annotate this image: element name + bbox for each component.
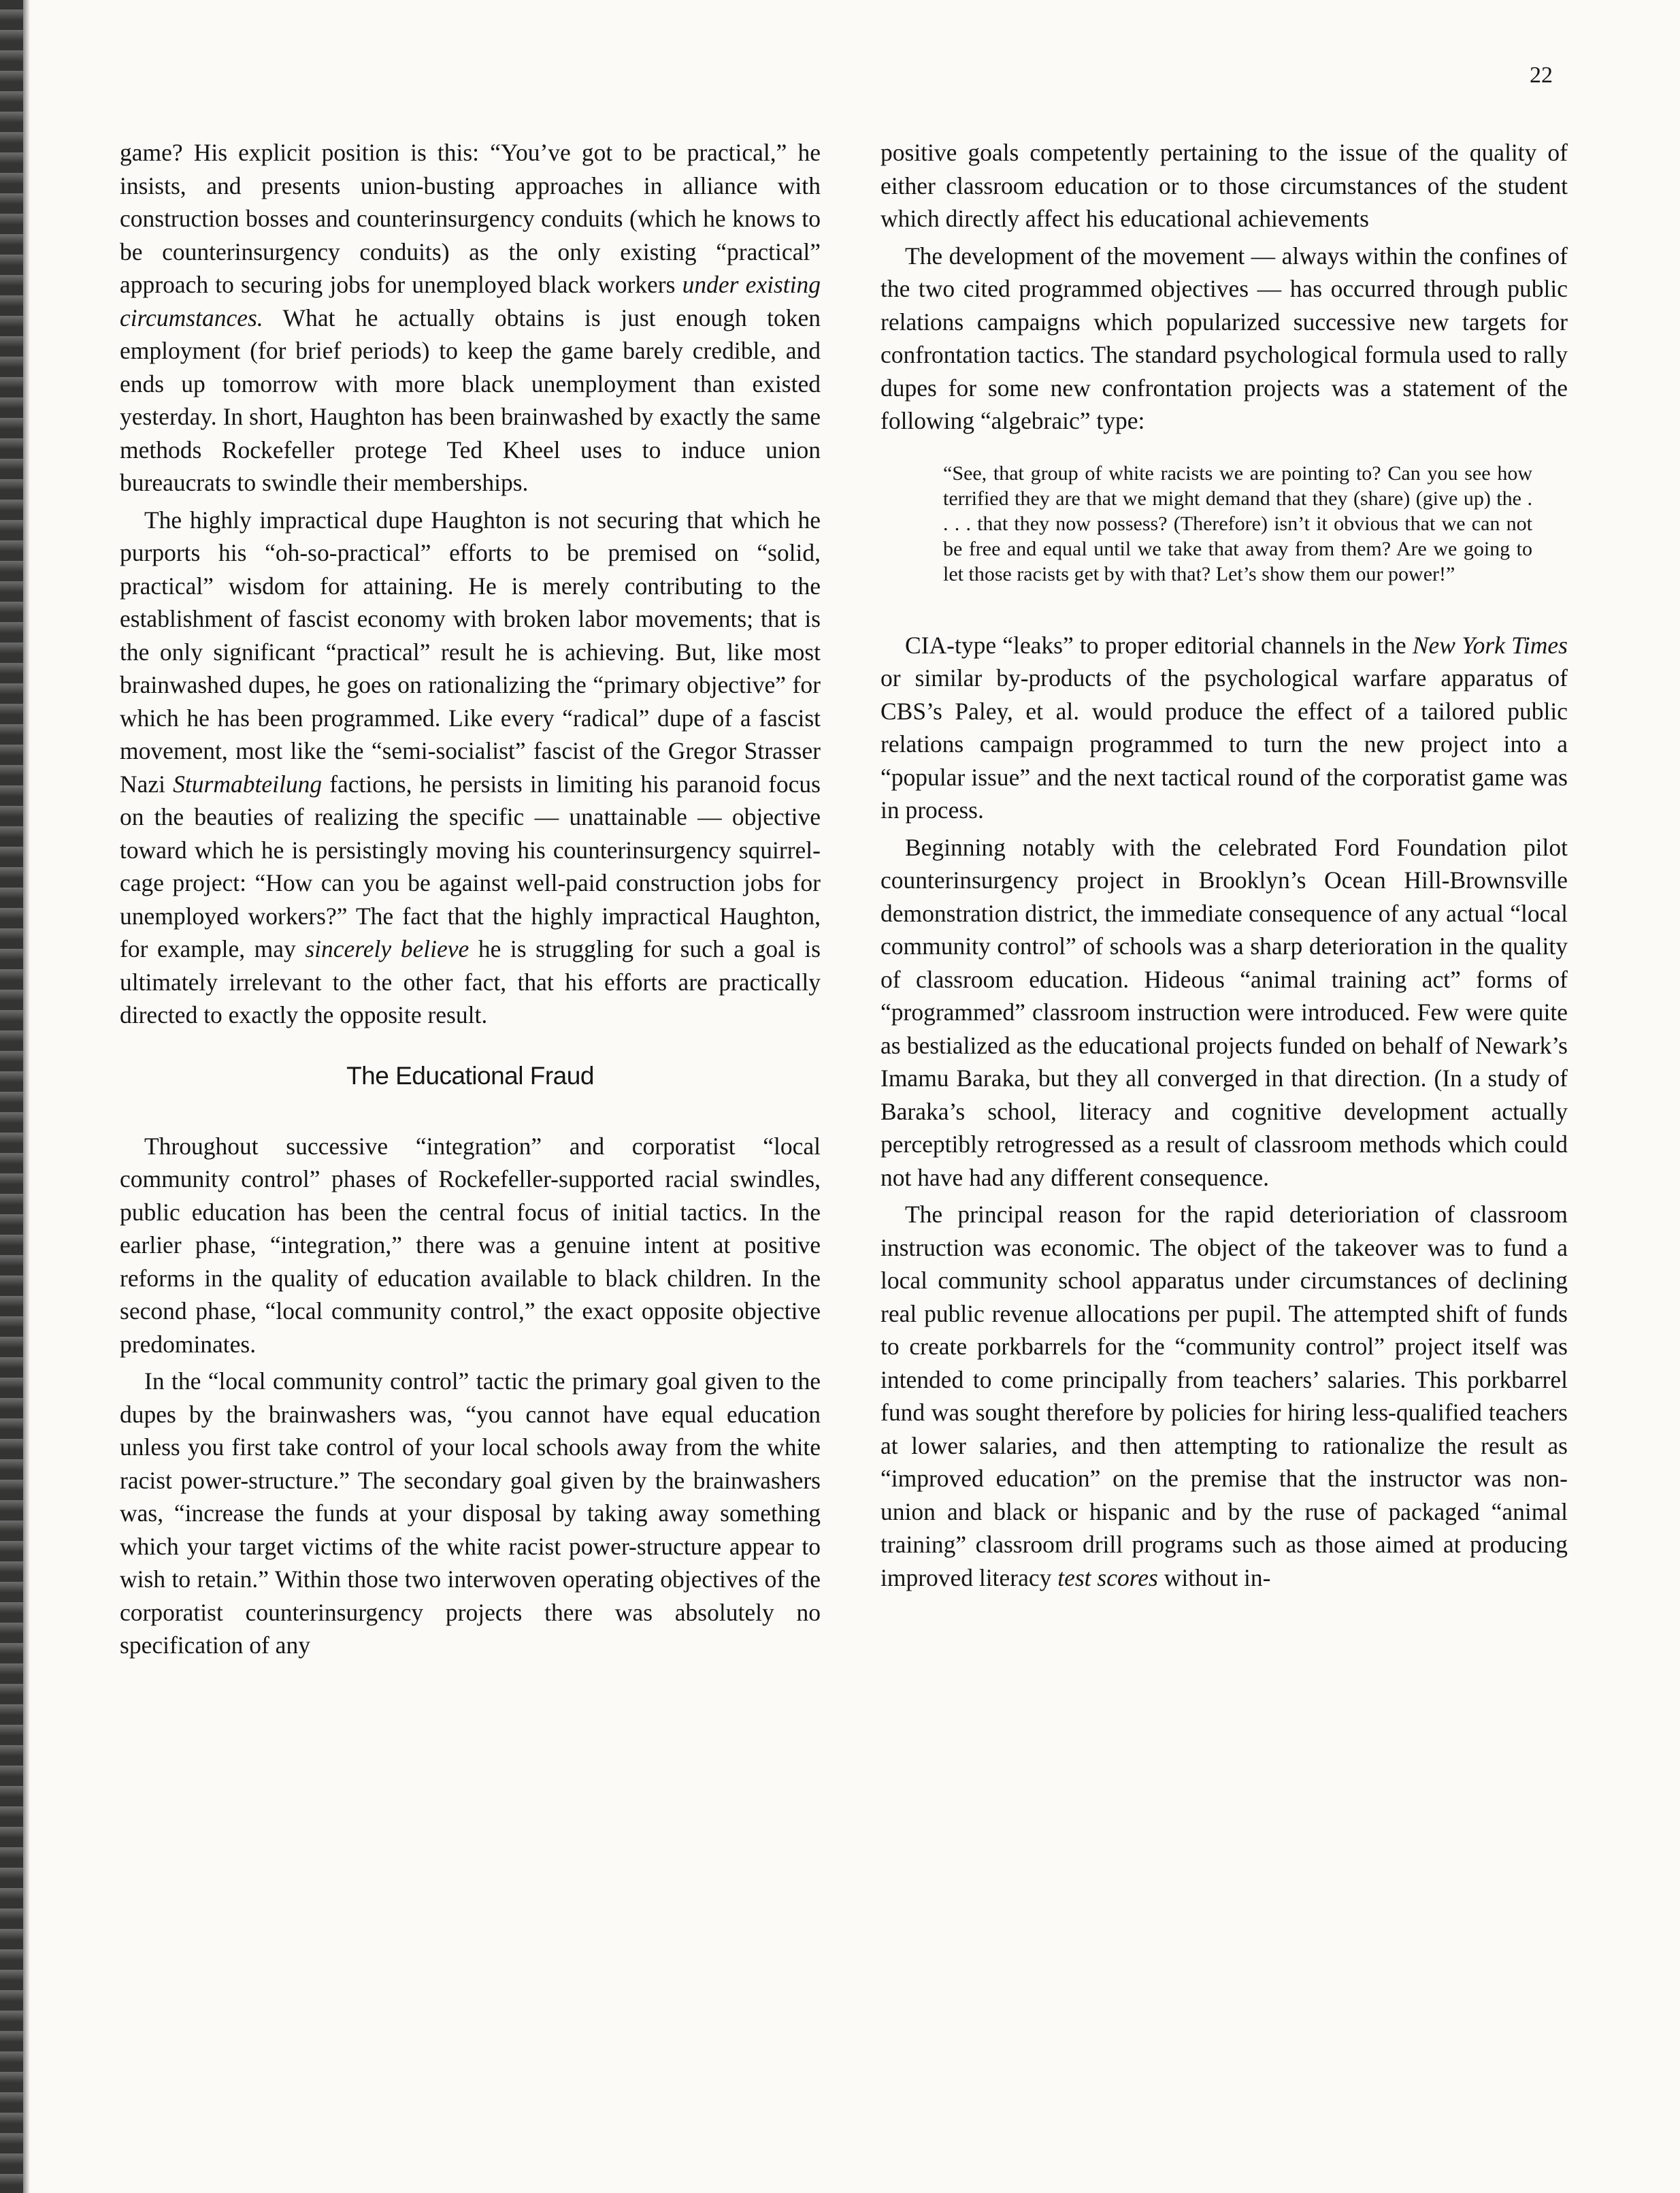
left-column [120,136,821,1662]
scan-binding-shadow [23,0,30,2193]
paragraph: The development of the movement — always within the confines of the two cited programmed objectives — has occurred through public relations campaigns which popularized successive new targets for confrontation tactics. The standard psychological formula used to rally dupes for some new confrontation projects was a statement of the following “algebraic” type: [880,242,1568,434]
paragraph: Beginning notably with the celebrated Ford Foundation pilot counterinsurgency project in Brooklyn’s Ocean Hill-Brownsville demonstration district, the immediate consequence of any actual “local community control” of schools was a sharp deterioration in the quality of classroom education. Hideous “animal training act” forms of “programmed” classroom instruction were introduced. Few were quite as bestialized as the educational projects funded on behalf of Newark’s Imamu Baraka, but they all converged in that direction. (In a study of Baraka’s school, literacy and cognitive development actually perceptibly retrogressed as a result of classroom methods which could not have had any different consequence. [880,833,1568,1191]
page-number: 22 [1530,63,1553,88]
section-heading: The Educational Fraud [346,1061,594,1090]
paragraph: positive goals competently pertaining to the issue of the quality of either classroom education or to those circumstances of the student which directly affect his educational achievements [880,139,1568,232]
paragraph: The highly impractical dupe Haughton is not securing that which he purports his “oh-so-practical” efforts to be premised on “solid, practical” wisdom for attaining. He is merely contributing to the establishment of fascist economy with broken labor movements; that is the only significant “practical” result he is achieving. But, like most brainwashed dupes, he goes on rationalizing the “primary objective” for which he has been programmed. Like every “radical” dupe of a fascist movement, most like the “semi-socialist” fascist of the Gregor Strasser Nazi Sturmabteilung factions, he persists in limiting his paranoid focus on the beauties of realizing the specific — unattainable — objective toward which he is persistingly moving his counterinsurgency squirrel-cage project: “How can you be against well-paid construction jobs for unemployed workers?” The fact that the highly impractical Haughton, for example, may sincerely believe he is struggling for such a goal is ultimately irrelevant to the other fact, that his efforts are practically directed to exactly the opposite result. [120,506,821,1028]
paragraph: Throughout successive “integration” and corporatist “local community control” phases of Rockefeller-supported racial swindles, public education has been the central focus of initial tactics. In the earlier phase, “integration,” there was a genuine intent at positive reforms in the quality of education available to black children. In the second phase, “local community control,” the exact opposite objective predominates. [120,1132,821,1358]
paragraph: CIA-type “leaks” to proper editorial channels in the New York Times or similar by-products of the psychological warfare apparatus of CBS’s Paley, et al. would produce the effect of a tailored public relations campaign programmed to turn the new project into a “popular issue” and the next tactical round of the corporatist game was in process. [880,631,1568,824]
scan-binding-edge [0,0,23,2193]
paragraph: game? His explicit position is this: “You’ve got to be practical,” he insists, and presents union-busting approaches in alliance with construction bosses and counterinsurgency conduits (which he knows to be counterinsurgency conduits) as the only existing “practical” approach to securing jobs for unemployed black workers under existing circumstances. What he actually obtains is just enough token employment (for brief periods) to keep the game barely credible, and ends up tomorrow with more black unemployment than existed yesterday. In short, Haughton has been brainwashed by exactly the same methods Rockefeller protege Ted Kheel uses to induce union bureaucrats to swindle their memberships. [120,139,821,496]
block-quote: “See, that group of white racists we are pointing to? Can you see how terrified they are that we might demand that they (share) (give up) the . . . . that they now possess? (Therefore) isn’t it obvious that we can not be free and equal until we take that away from them? Are we going to let those racists get by with that? Let’s show them our power!” [943,461,1532,585]
paragraph: In the “local community control” tactic the primary goal given to the dupes by the brainwashers was, “you cannot have equal education unless you first take control of your local schools away from the white racist power-structure.” The secondary goal given by the brainwashers was, “increase the funds at your disposal by taking away something which your target victims of the white racist power-structure appear to wish to retain.” Within those two interwoven operating objectives of the corporatist counterinsurgency projects there was absolutely no specification of any [120,1367,821,1659]
right-column [880,136,1568,1594]
paragraph: The principal reason for the rapid deterioriation of classroom instruction was economic. The object of the takeover was to fund a local community school apparatus under circumstances of declining real public revenue allocations per pupil. The attempted shift of funds to create porkbarrels for the “community control” project itself was intended to come principally from teachers’ salaries. This porkbarrel fund was sought therefore by policies for hiring less-qualified teachers at lower salaries, and then attempting to rationalize the result as “improved education” on the premise that the instructor was non-union and black or hispanic and by the ruse of packaged “animal training” classroom drill programs such as those aimed at producing improved literacy test scores without in- [880,1201,1568,1591]
